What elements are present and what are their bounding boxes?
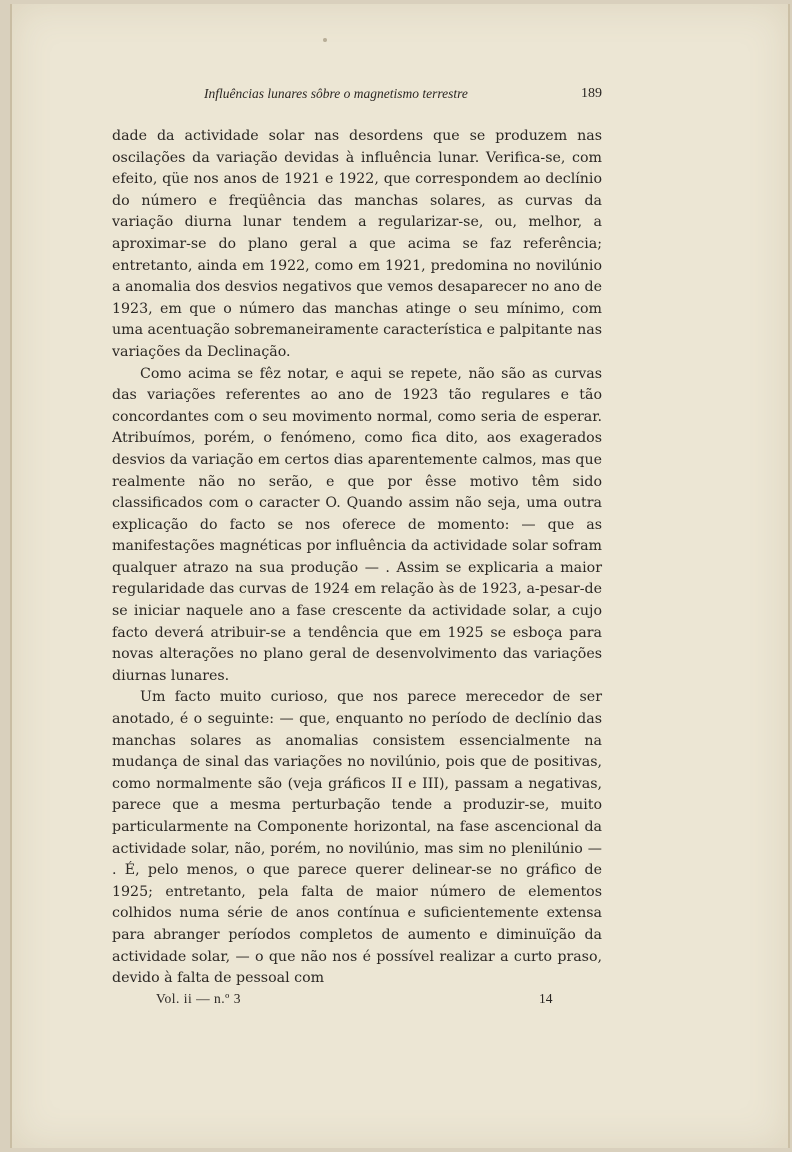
body-text <box>112 126 602 990</box>
sheet-number: 14 <box>539 991 553 1006</box>
paragraph-3: Um facto muito curioso, que nos parece merecedor de ser anotado, é o seguinte: — que, enquanto no período de declínio das manchas solares as anomalias consistem essencialmente na mudança de sinal das variações no novilúnio, pois que de positivas, como normalmente são (veja gráficos II e III), passam a negativas, parece que a mesma perturbação tende a produzir-se, muito particularmente na Componente horizontal, na fase ascencional da actividade solar, não, porém, no novilúnio, mas sim no plenilúnio — . É, pelo menos, o que parece querer delinear-se no gráfico de 1925; entretanto, pela falta de maior número de elementos colhidos numa série de anos contínua e suficientemente extensa para abranger períodos completos de aumento e diminuïção da actividade solar, — o que não nos é possível realizar a curto praso, devido à falta de pessoal com <box>112 689 602 987</box>
paragraph-2: Como acima se fêz notar, e aqui se repete, não são as curvas das variações referentes ao ano de 1923 tão regulares e tão concordantes com o seu movimento normal, como seria de esperar. Atribuímos, porém, o fenómeno, como fica dito, aos exagerados desvios da variação em certos dias aparentemente calmos, mas que realmente não no serão, e que por êsse motivo têm sido classificados com o caracter O. Quando assim não seja, uma outra explicação do facto se nos oferece de momento: — que as manifestações magnéticas por influência da actividade solar sofram qualquer atrazo na sua produção — . Assim se explicaria a maior regularidade das curvas de 1924 em relação às de 1923, a-pesar-de se iniciar naquele ano a fase crescente da actividade solar, a cujo facto deverá atribuir-se a tendência que em 1925 se esboça para novas alterações no plano geral de desenvolvimento das variações diurnas lunares. <box>112 365 602 684</box>
page-number: 189 <box>581 86 602 101</box>
page-header <box>112 86 602 108</box>
running-title: Influências lunares sôbre o magnetismo terrestre <box>204 86 468 101</box>
page-footer <box>156 991 556 1011</box>
paper-speck <box>323 38 327 42</box>
paragraph-1: dade da actividade solar nas desordens que se produzem nas oscilações da variação devidas à influência lunar. Verifica-se, com efeito, qüe nos anos de 1921 e 1922, que correspondem ao declínio do número e freqüência das manchas solares, as curvas da variação diurna lunar tendem a regularizar-se, ou, melhor, a aproximar-se do plano geral a que acima se faz referência; entretanto, ainda em 1922, como em 1921, predomina no novilúnio a anomalia dos desvios negativos que vemos desaparecer no ano de 1923, em que o número das manchas atinge o seu mínimo, com uma acentuação sobremaneiramente característica e palpitante nas variações da Declinação. <box>112 128 602 360</box>
volume-signature: Vol. ii — n.º 3 <box>156 991 241 1006</box>
